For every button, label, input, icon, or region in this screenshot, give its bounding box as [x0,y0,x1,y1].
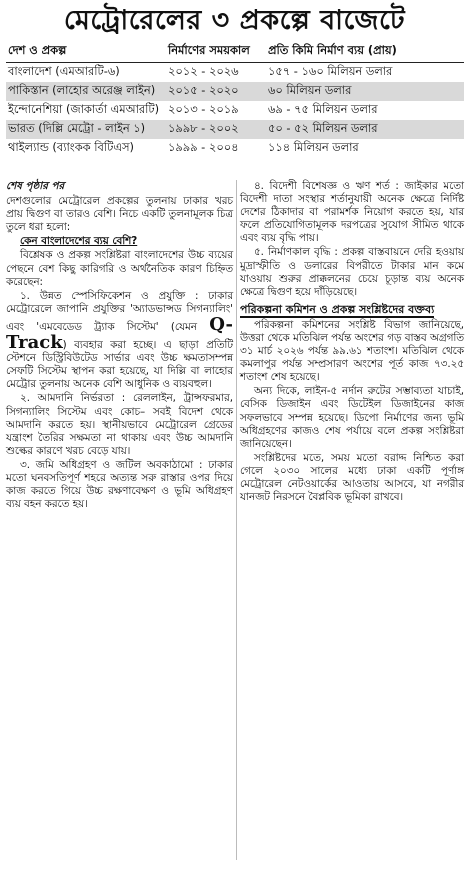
subheading: কেন বাংলাদেশের ব্যয় বেশি? [20,235,138,248]
cost-comparison-table [6,42,464,158]
cell-cost: ১৫৭ - ১৬০ মিলিয়ন ডলার [268,63,393,78]
cell-period: ২০১২ - ২০২৬ [168,63,239,78]
header-country: দেশ ও প্রকল্প [6,42,166,62]
column-divider [236,180,237,860]
table-row [6,139,464,158]
paragraph: ৫. নির্মাণকাল বৃদ্ধি : প্রকল্প বাস্তবায়নে দেরি হওয়ায় মুদ্রাস্ফীতি ও ডলারের বিপরীতে টাকার মান কমে যাওয়ায় শুরুর প্রাক্কলনের চেয়ে চূড়ান্ত ব্যয় অনেক ক্ষেত্রে দ্বিগুণ হয়ে দাঁড়িয়েছে। [240,246,464,298]
qtrack-label: Q-Track [6,313,233,354]
cell-cost: ৬০ মিলিয়ন ডলার [266,82,464,101]
cell-cost: ১১৪ মিলিয়ন ডলার [268,139,359,154]
table-row [6,62,464,82]
article-left-column [6,180,233,512]
cell-period: ২০১৩ - ২০১৯ [168,101,239,116]
cell-period: ১৯৯৯ - ২০০৪ [168,139,239,154]
section-heading-text: পরিকল্পনা কমিশন ও প্রকল্প সংশ্লিষ্টদের বক্তব্য [240,302,435,316]
paragraph: সংশ্লিষ্টদের মতে, সময় মতো বরাদ্দ নিশ্চিত করা গেলে ২০৩০ সালের মধ্যে ঢাকা একটি পূর্ণাঙ্গ মেট্রোরেল নেটওয়ার্কের আওতায় আসবে, যা নগরীর যানজট নিরসনে বৈপ্লবিক ভূমিকা রাখবে। [240,451,464,504]
cell-period: ১৯৯৮ - ২০০২ [166,120,266,139]
cell-period: ২০১৫ - ২০২০ [166,82,266,101]
table-row [6,101,464,120]
cell-cost: ৬৯ - ৭৫ মিলিয়ন ডলার [268,101,378,116]
paragraph: দেশগুলোর মেট্রোরেল প্রকল্পের তুলনায় ঢাকার খরচ প্রায় দ্বিগুণ বা তারও বেশি। নিচে একটি তুলনামূলক চিত্র তুলে ধরা হলো: [6,195,233,234]
table-row [6,120,464,139]
cell-country: ভারত (দিল্লি মেট্রো - লাইন ১) [6,120,166,139]
header-period: নির্মাণের সময়কাল [166,42,266,62]
cell-country: ইন্দোনেশিয়া (জাকার্তা এমআরটি) [8,101,160,116]
paragraph: অন্য দিকে, লাইন-৫ নর্দান রুটের সম্ভাব্যতা যাচাই, বেসিক ডিজাইন এবং ডিটেইল ডিজাইনের কাজ সফলভাবে সম্পন্ন হয়েছে। ডিপো নির্মাণের জন্য ভূমি অধিগ্রহণের কাজও শেষ পর্যায়ে বলে প্রকল্প সংশ্লিষ্টরা জানিয়েছেন। [240,385,464,450]
table-header-row [6,42,464,62]
cell-country: বাংলাদেশ (এমআরটি-৬) [8,63,120,78]
continued-marker: শেষ পৃষ্ঠার পর [6,180,65,192]
cell-cost: ৫০ - ৫২ মিলিয়ন ডলার [266,120,464,139]
paragraph-part: ১. উন্নত স্পেসিফিকেশন ও প্রযুক্তি : ঢাকার মেট্রোরেলে জাপানি প্রযুক্তির 'অ্যাডভান্সড সিগন্যালিং' এবং 'এমবেডেড ট্র্যাক সিস্টেম' (যেমন [6,289,233,333]
paragraph: বিশ্লেষক ও প্রকল্প সংশ্লিষ্টরা বাংলাদেশের উচ্চ ব্যয়ের পেছনে বেশ কিছু কারিগরি ও অর্থনৈতিক কারণ চিহ্নিত করেছেন: [6,249,233,288]
header-cost: প্রতি কিমি নির্মাণ ব্যয় (প্রায়) [266,42,464,62]
cell-country: থাইল্যান্ড (ব্যাংকক বিটিএস) [8,139,134,154]
paragraph-part: ) ব্যবহার করা হচ্ছে। এ ছাড়া প্রতিটি স্টেশনে ডিস্ট্রিবিউটেড সার্ভার এবং উচ্চ ক্ষমতাসম্পন্ন সেফটি সিস্টেম স্থাপন করা হয়েছে, যা দিল্লি বা লাহোর মেট্রোর তুলনায় অনেক বেশি আধুনিক ও ব্যয়বহুল। [6,339,233,391]
paragraph: ৪. বিদেশী বিশেষজ্ঞ ও ঋণ শর্ত : জাইকার মতো বিদেশী দাতা সংস্থার শর্তানুযায়ী অনেক ক্ষেত্রে নির্দিষ্ট দেশের ঠিকাদার বা পরামর্শক নিয়োগ করতে হয়, যার ফলে প্রতিযোগিতামূলক দরপত্রের সুযোগ সীমিত থাকে এবং ব্যয় বৃদ্ধি পায়। [240,180,464,245]
section-heading [240,303,464,317]
paragraph: ২. আমদানি নির্ভরতা : রেললাইন, ট্রান্সফরমার, সিগন্যালিং সিস্টেম এবং কোচ– সবই বিদেশ থেকে আমদানি করতে হয়। স্থানীয়ভাবে মেট্রোরেল গ্রেডের যন্ত্রাংশ তৈরির সক্ষমতা না থাকায় এবং উচ্চ আমদানি শুল্কের কারণে খরচ বেড়ে যায়। [6,392,233,457]
table-row [6,82,464,101]
article-right-column [240,180,464,505]
paragraph: ৩. জমি অধিগ্রহণ ও জটিল অবকাঠামো : ঢাকার মতো ঘনবসতিপূর্ণ শহরে অত্যন্ত সরু রাস্তার ওপর দিয়ে কাজ করতে গিয়ে উচ্চ রক্ষণাবেক্ষণ ও ভূমি অধিগ্রহণ ব্যয় বহন করতে হয়। [6,458,233,511]
page-title: মেট্রোরেলের ৩ প্রকল্পে বাজেটে [63,5,406,36]
cell-country: পাকিস্তান (লাহোর অরেঞ্জ লাইন) [6,82,166,101]
paragraph: পরিকল্পনা কমিশনের সংশ্লিষ্ট বিভাগ জানিয়েছে, উত্তরা থেকে মতিঝিল পর্যন্ত অংশের গড় বাস্তব অগ্রগতি ৩১ মার্চ ২০২৬ পর্যন্ত ৯৯.৬১ শতাংশ। মতিঝিল থেকে কমলাপুর পর্যন্ত সম্প্রসারণ অংশের পূর্ত কাজ ৭৩.২৫ শতাংশ শেষ হয়েছে। [240,318,464,384]
paragraph [6,290,233,392]
